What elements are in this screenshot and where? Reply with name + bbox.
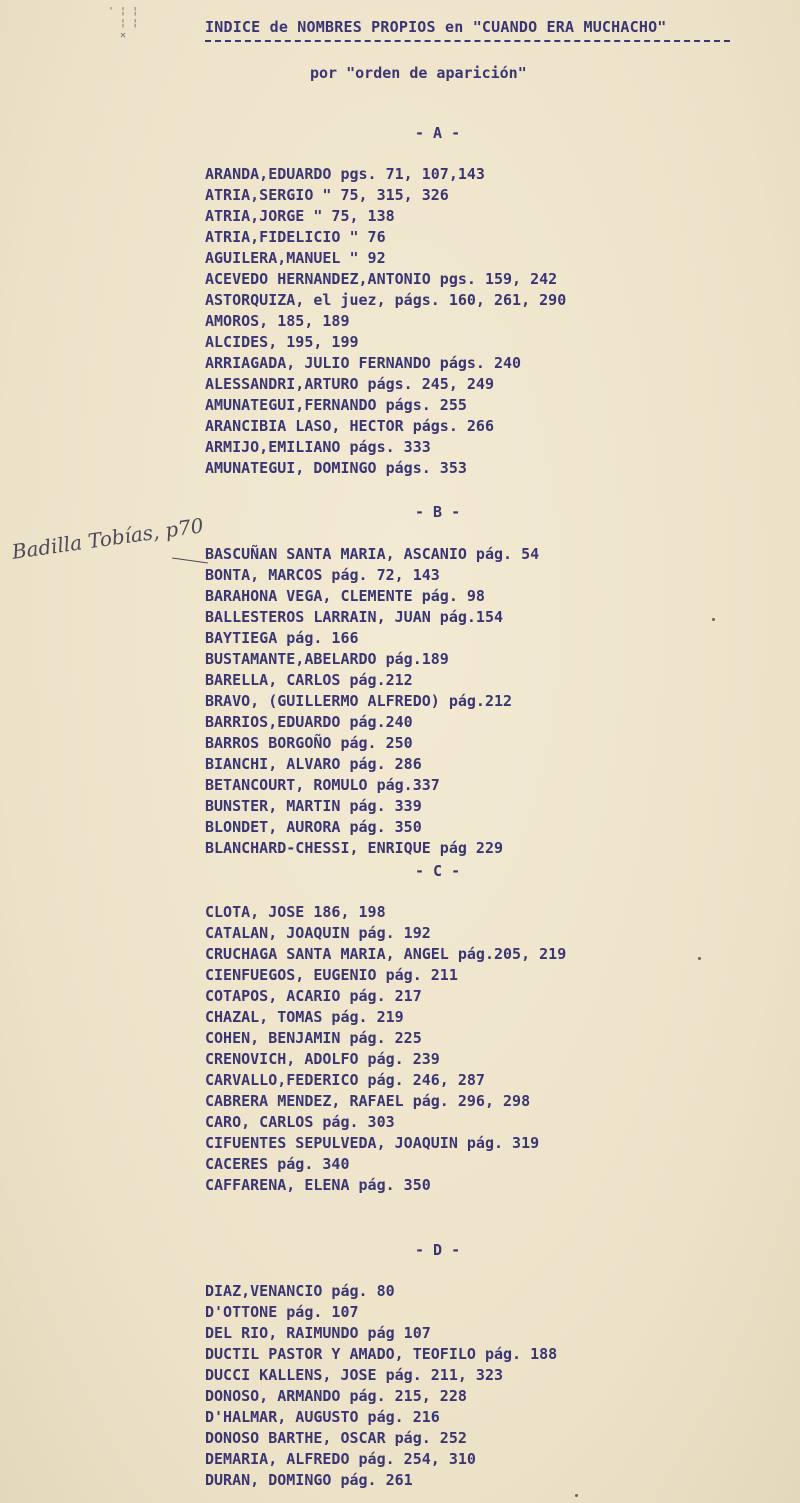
index-entry: BUNSTER, MARTIN pág. 339 [205,797,422,815]
section-heading-c: - C - [415,862,461,880]
index-entry: BIANCHI, ALVARO pág. 286 [205,755,422,773]
paper-speck [698,957,701,960]
index-entry: AMOROS, 185, 189 [205,312,350,330]
section-heading-a: - A - [415,124,461,142]
index-entry: ARRIAGADA, JULIO FERNANDO págs. 240 [205,354,522,372]
index-entry: BONTA, MARCOS pág. 72, 143 [205,566,440,584]
index-entry: CAFFARENA, ELENA pág. 350 [205,1176,431,1194]
index-entry: ARMIJO,EMILIANO págs. 333 [205,438,431,456]
page-title: INDICE de NOMBRES PROPIOS en "CUANDO ERA MUCHACHO" [205,18,667,36]
index-entry: BAYTIEGA pág. 166 [205,629,359,647]
index-entry: AMUNATEGUI, DOMINGO págs. 353 [205,459,467,477]
section-b-list [205,544,539,859]
index-entry: CARO, CARLOS pág. 303 [205,1113,395,1131]
index-entry: CHAZAL, TOMAS pág. 219 [205,1008,404,1026]
index-entry: BARRIOS,EDUARDO pág.240 [205,713,413,731]
index-entry: BARROS BORGOÑO pág. 250 [205,734,413,752]
index-entry: CARVALLO,FEDERICO pág. 246, 287 [205,1071,485,1089]
index-entry: ARANDA,EDUARDO pgs. 71, 107,143 [205,165,485,183]
index-entry: ASTORQUIZA, el juez, págs. 160, 261, 290 [205,291,567,309]
section-c-list [205,902,566,1196]
title-underline [205,40,730,42]
index-entry: BLONDET, AURORA pág. 350 [205,818,422,836]
index-entry: ALCIDES, 195, 199 [205,333,359,351]
index-entry: BETANCOURT, ROMULO pág.337 [205,776,440,794]
index-entry: CATALAN, JOAQUIN pág. 192 [205,924,431,942]
index-entry: D'OTTONE pág. 107 [205,1303,359,1321]
margin-marks: ' ¦ ¦ ¦ ¦ ✕ [108,6,139,41]
index-entry: COHEN, BENJAMIN pág. 225 [205,1029,422,1047]
section-heading-b: - B - [415,503,461,521]
annotation-pointer-line [172,557,208,563]
index-entry: DIAZ,VENANCIO pág. 80 [205,1282,395,1300]
paper-speck [712,618,715,621]
index-entry: DURAN, DOMINGO pág. 261 [205,1471,413,1489]
index-entry: ATRIA,JORGE " 75, 138 [205,207,395,225]
index-entry: COTAPOS, ACARIO pág. 217 [205,987,422,1005]
index-entry: DUCTIL PASTOR Y AMADO, TEOFILO pág. 188 [205,1345,558,1363]
index-entry: CRUCHAGA SANTA MARIA, ANGEL pág.205, 219 [205,945,567,963]
index-entry: BARAHONA VEGA, CLEMENTE pág. 98 [205,587,485,605]
index-entry: CRENOVICH, ADOLFO pág. 239 [205,1050,440,1068]
index-entry: ACEVEDO HERNANDEZ,ANTONIO pgs. 159, 242 [205,270,558,288]
index-entry: CIFUENTES SEPULVEDA, JOAQUIN pág. 319 [205,1134,540,1152]
index-entry: BRAVO, (GUILLERMO ALFREDO) pág.212 [205,692,513,710]
index-entry: AMUNATEGUI,FERNANDO págs. 255 [205,396,467,414]
index-entry: ARANCIBIA LASO, HECTOR págs. 266 [205,417,494,435]
index-entry: D'HALMAR, AUGUSTO pág. 216 [205,1408,440,1426]
handwritten-annotation: Badilla Tobías, p70 [10,513,205,564]
section-heading-d: - D - [415,1241,461,1259]
index-entry: AGUILERA,MANUEL " 92 [205,249,386,267]
section-d-list [205,1281,557,1491]
index-entry: BASCUÑAN SANTA MARIA, ASCANIO pág. 54 [205,545,540,563]
index-entry: DEMARIA, ALFREDO pág. 254, 310 [205,1450,476,1468]
index-entry: ALESSANDRI,ARTURO págs. 245, 249 [205,375,494,393]
index-entry: CACERES pág. 340 [205,1155,350,1173]
index-entry: ATRIA,FIDELICIO " 76 [205,228,386,246]
index-entry: CABRERA MENDEZ, RAFAEL pág. 296, 298 [205,1092,531,1110]
index-entry: BARELLA, CARLOS pág.212 [205,671,413,689]
index-entry: DUCCI KALLENS, JOSE pág. 211, 323 [205,1366,504,1384]
section-a-list [205,164,566,479]
index-entry: DONOSO, ARMANDO pág. 215, 228 [205,1387,467,1405]
paper-speck [575,1494,578,1497]
index-entry: BUSTAMANTE,ABELARDO pág.189 [205,650,449,668]
index-entry: CIENFUEGOS, EUGENIO pág. 211 [205,966,458,984]
index-entry: BALLESTEROS LARRAIN, JUAN pág.154 [205,608,504,626]
index-entry: ATRIA,SERGIO " 75, 315, 326 [205,186,449,204]
index-entry: CLOTA, JOSE 186, 198 [205,903,386,921]
index-entry: DONOSO BARTHE, OSCAR pág. 252 [205,1429,467,1447]
page-subtitle: por "orden de aparición" [310,64,527,82]
index-entry: DEL RIO, RAIMUNDO pág 107 [205,1324,431,1342]
index-entry: BLANCHARD-CHESSI, ENRIQUE pág 229 [205,839,504,857]
